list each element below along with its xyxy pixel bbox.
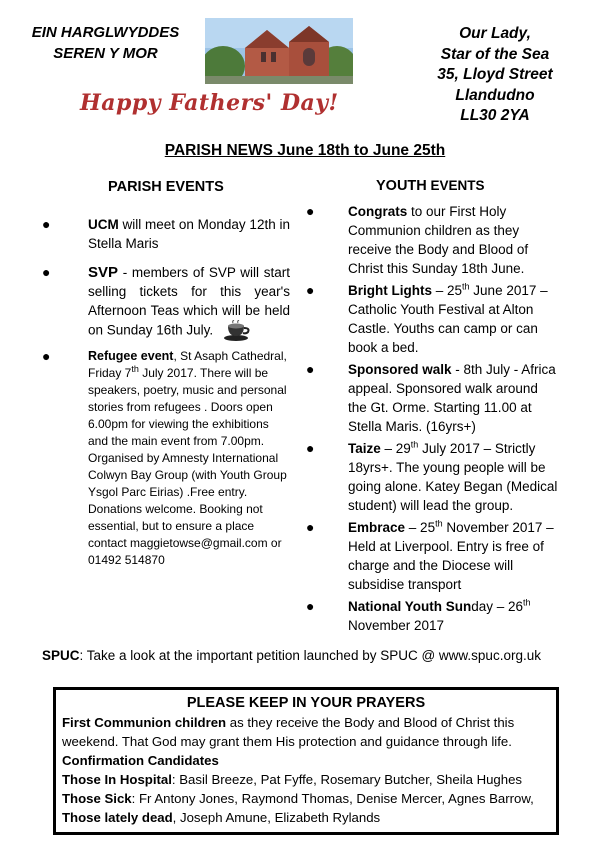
prayers-title: PLEASE KEEP IN YOUR PRAYERS [186,695,426,711]
page-title [0,142,610,160]
youth-heading-sub: EVENTS [426,178,485,193]
refugee-label: Refugee event [88,349,174,363]
list-item-youth-event [300,360,560,436]
english-parish-address [400,24,590,127]
refugee-text-2: July 2017. There will be speakers, poetry, music and personal stories from refugees . Doors open 6.00pm for viewing the exhibitions and the main event from 7.00pm. Organised by Amnesty International Colwyn Bay Group (with Youth Group Ysgol Parc Eirias) .Free entry. Donations welcome. Booking not essential, but to ensure a place contact maggietowse@gmail.com or 01492 514870 [88,366,287,567]
list-item-youth-event [300,597,560,635]
youth-item-sup: th [462,281,470,292]
list-item-refugee-event [40,348,290,569]
bullet-icon: ● [42,348,51,364]
address-line-2: Star of the Sea [440,45,550,63]
parish-events-column [40,178,290,569]
youth-item-label: Embrace [348,520,406,535]
prayers-hospital [62,770,550,789]
youth-events-column [300,176,560,638]
prayers-confirmation [62,751,550,770]
youth-events-heading [300,176,560,196]
youth-item-text-2: November 2017 – Held at Liverpool. Entry is free of charge and the Diocese will subsidise transport [348,520,554,592]
prayers-lately-dead [62,808,550,827]
refugee-sup: th [131,364,139,374]
ucm-label: UCM [88,217,119,232]
youth-events-list [300,202,560,635]
fathers-day-greeting: Happy Fathers' Day! [80,90,339,116]
youth-heading-main: YOUTH [376,178,427,194]
parish-events-heading: PARISH EVENTS [108,179,224,195]
list-item-ucm [40,215,290,253]
youth-item-sup: th [410,439,419,450]
first-communion-label: First Communion children [62,715,227,730]
youth-item-text: day – 26 [471,599,524,614]
spuc-label: SPUC [42,648,80,663]
first-communion-text: as they receive the Body and Blood of Christ this weekend. That God may grant them His protection and guidance through life. [62,715,515,749]
youth-item-label: National Youth Sun [348,599,472,614]
list-item-youth-event [300,518,560,594]
bullet-icon: ● [306,598,315,614]
teacup-icon [223,320,251,342]
youth-item-text: – 25 [405,520,436,535]
refugee-text-1: , St Asaph Cathedral, Friday 7 [88,349,287,380]
list-item-youth-event [300,202,560,278]
youth-item-text: to our First Holy Communion children as they receive the Body and Blood of Christ this Sunday 18th June. [348,204,529,276]
hospital-label: Those In Hospital [62,772,172,787]
youth-item-label: Congrats [348,204,408,219]
list-item-svp [40,263,290,342]
bullet-icon: ● [306,519,315,535]
sick-label: Those Sick [62,791,132,806]
address-line-1: Our Lady, [459,25,531,42]
welsh-line-2: SEREN Y MOR [53,45,158,62]
youth-item-text: – 29 [380,441,411,456]
svp-text: - members of SVP will start selling tickets for this year's Afternoon Teas which will be held on Sunday 16th July. [88,265,290,338]
prayers-box [53,687,559,835]
dead-label: Those lately dead [62,810,173,825]
welsh-parish-name [18,22,193,64]
prayers-sick [62,789,550,808]
bullet-icon: ● [42,216,51,232]
ucm-text: will meet on Monday 12th in Stella Maris [88,217,290,251]
youth-item-label: Bright Lights [348,283,432,298]
bullet-icon: ● [306,440,315,456]
youth-item-text-2: July 2017 – Strictly 18yrs+. The young people will be going alone. Katey Began (Medical student) will lead the group. [348,441,558,513]
parish-events-list [40,215,290,569]
welsh-line-1: EIN HARGLWYDDES [31,24,180,41]
bullet-icon: ● [306,361,315,377]
youth-item-sup: th [435,518,443,529]
svp-label: SVP [88,264,119,281]
confirmation-label: Confirmation Candidates [62,753,219,768]
address-line-5: LL30 2YA [460,107,530,124]
youth-item-text-2: June 2017 – Catholic Youth Festival at Alton Castle. Youths can camp or can book a bed. [348,283,548,355]
youth-item-sup: th [523,597,531,608]
list-item-youth-event [300,281,560,357]
bullet-icon: ● [306,203,315,219]
bullet-icon: ● [306,282,315,298]
list-item-youth-event [300,439,560,515]
spuc-text: : Take a look at the important petition launched by SPUC @ www.spuc.org.uk [79,648,541,663]
sick-text: : Fr Antony Jones, Raymond Thomas, Denise Mercer, Agnes Barrow, [131,791,534,806]
address-line-3: 35, Lloyd Street [437,66,553,83]
hospital-text: : Basil Breeze, Pat Fyffe, Rosemary Butcher, Sheila Hughes [171,772,523,787]
youth-item-text: - 8th July - Africa appeal. Sponsored walk around the Gt. Orme. Starting 11.00 at Stella Maris. (16yrs+) [348,362,556,434]
youth-item-label: Taize [348,441,381,456]
spuc-notice [42,648,541,663]
bullet-icon: ● [42,264,51,280]
youth-item-text-2: November 2017 [348,618,445,633]
church-photo [205,18,353,84]
youth-item-text: – 25 [432,283,463,298]
youth-item-label: Sponsored walk [348,362,452,377]
prayers-first-communion [62,713,550,751]
dead-text: , Joseph Amune, Elizabeth Rylands [172,810,381,825]
page-title-text: PARISH NEWS June 18th to June 25th [164,142,446,159]
address-line-4: Llandudno [455,86,535,104]
